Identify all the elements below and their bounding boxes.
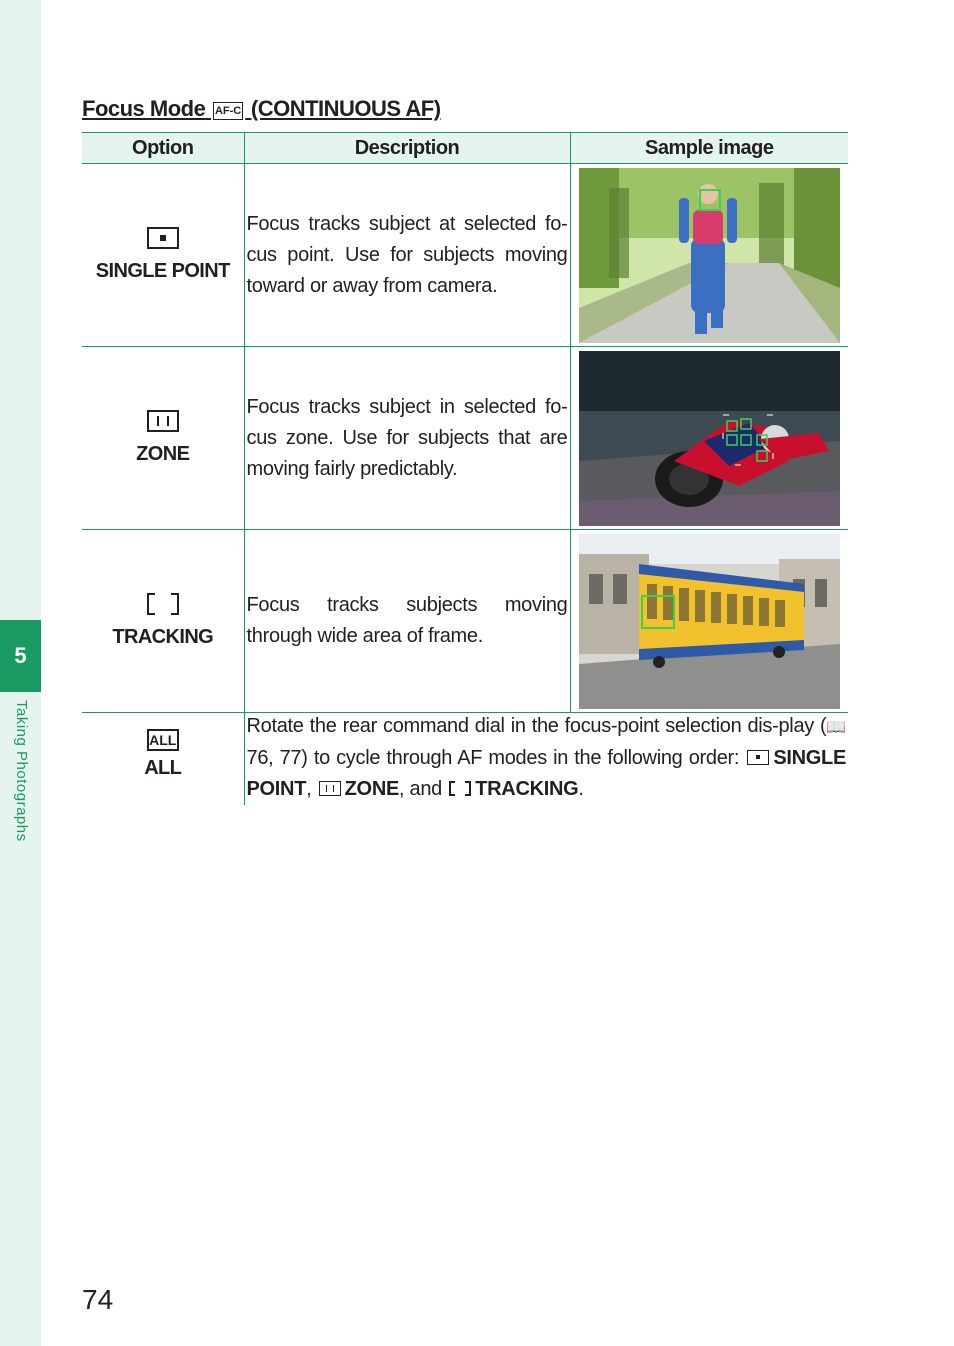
description-cell	[244, 713, 848, 806]
focus-mode-table	[82, 132, 848, 805]
header-description: Description	[244, 133, 570, 164]
mode-single-point: SINGLE POINT	[246, 747, 846, 800]
zone-icon	[319, 781, 341, 796]
motorcycle-racer-photo	[579, 351, 840, 526]
description-cell	[244, 347, 570, 530]
sample-image-cell	[570, 164, 848, 347]
mode-tracking: TRACKING	[475, 778, 579, 800]
table-row	[82, 530, 848, 713]
page-reference[interactable]: 76, 77	[246, 747, 302, 769]
single-point-icon	[147, 227, 179, 249]
option-cell	[82, 347, 244, 530]
description-text: Focus tracks subject at selected fo-cus point. Use for subjects moving toward or away from camera.	[246, 212, 568, 297]
option-label: TRACKING	[112, 626, 214, 648]
all-icon: ALL	[147, 729, 179, 751]
option-cell	[82, 530, 244, 713]
af-c-icon: AF-C	[213, 102, 243, 120]
option-label: ZONE	[136, 443, 190, 465]
description-text: Focus tracks subjects moving through wide area of frame.	[246, 594, 568, 647]
separator: ,	[306, 778, 317, 800]
sample-image-cell	[570, 347, 848, 530]
option-label: ALL	[144, 757, 182, 779]
option-label: SINGLE POINT	[95, 260, 230, 282]
section-heading	[82, 96, 441, 122]
book-icon: 📖	[826, 719, 846, 736]
chapter-tab	[0, 620, 41, 692]
zone-icon	[147, 410, 179, 432]
chapter-number: 5	[14, 643, 27, 668]
separator: , and	[399, 778, 448, 800]
description-text: Focus tracks subject in selected fo-cus zone. Use for subjects that are moving fairly predictably.	[246, 395, 568, 480]
option-cell	[82, 164, 244, 347]
description-cell	[244, 530, 570, 713]
tracking-icon	[147, 593, 179, 615]
description-cell	[244, 164, 570, 347]
heading-suffix: (CONTINUOUS AF)	[250, 96, 441, 121]
header-option: Option	[82, 133, 244, 164]
table-row	[82, 713, 848, 806]
desc-part2: ) to cycle through AF modes in the following order:	[301, 747, 746, 769]
description-text	[245, 711, 849, 805]
tracking-icon	[449, 781, 471, 796]
chapter-title: Taking Photographs	[13, 700, 30, 842]
single-point-icon	[747, 750, 769, 765]
heading-prefix: Focus Mode	[82, 96, 206, 121]
option-cell	[82, 713, 244, 806]
header-sample-image: Sample image	[570, 133, 848, 164]
table-row	[82, 347, 848, 530]
runner-photo	[579, 168, 840, 343]
mode-zone: ZONE	[344, 778, 399, 800]
desc-part1: Rotate the rear command dial in the focus-point selection dis-play (	[246, 715, 827, 737]
tram-photo	[579, 534, 840, 709]
page-number: 74	[82, 1284, 114, 1315]
sample-image-cell	[570, 530, 848, 713]
sentence-end: .	[578, 778, 584, 800]
table-row	[82, 164, 848, 347]
